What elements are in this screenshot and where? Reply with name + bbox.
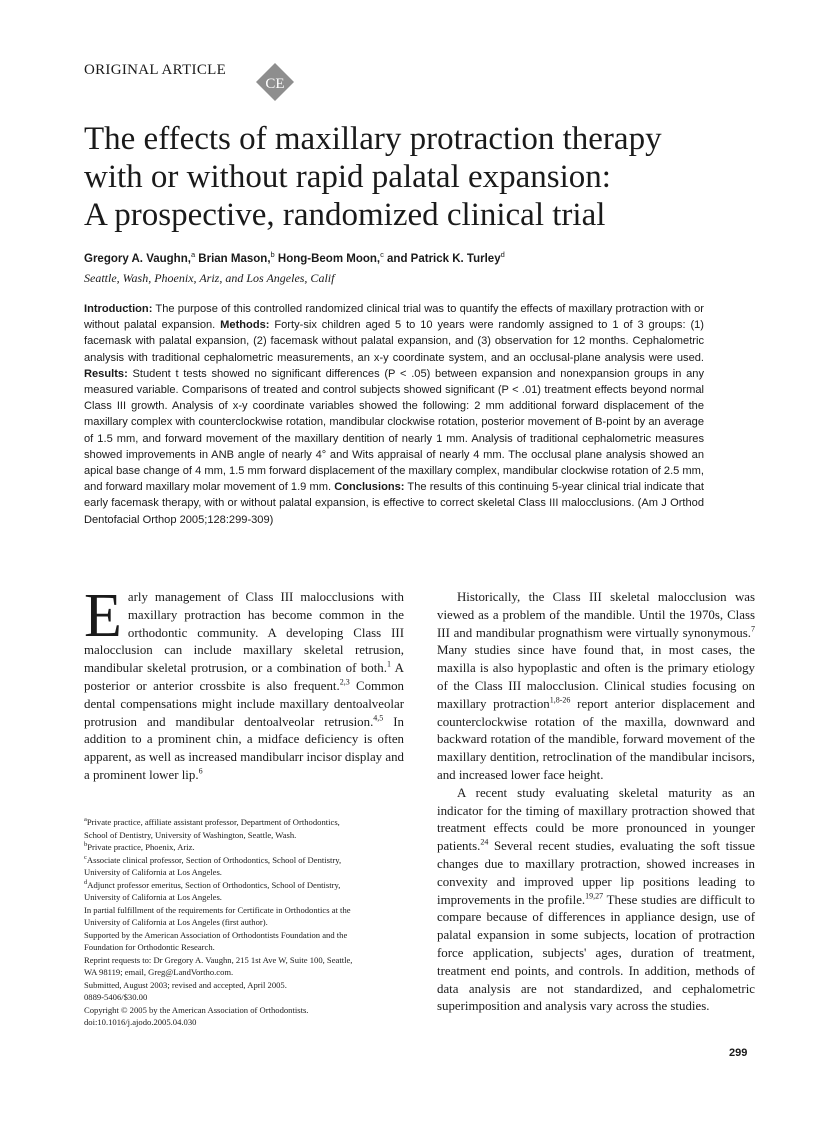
body-text: In addition to a prominent chin, a midface deficiency is often apparent, as well as increased mandibularr incisor display and a prominent lower lip. [84,714,404,782]
section-label: ORIGINAL ARTICLE [84,62,227,78]
abstract-conclusions-label: Conclusions: [334,481,405,494]
footnote-line [84,841,404,854]
footnote-mark: b [84,841,88,849]
abstract-results-text: Student t tests showed no significant differences (P < .05) between expansion and nonexpansion groups in any measured variable. Comparisons of treated and control subjects showed significant (P < .01) treatment effects beyond normal Class III growth. Analysis of x-y coordinate variables showed the following: 2 mm additional forward displacement of the maxillary complex with counterclockwise rotation, mandibular clockwise rotation, posterior movement of B-point by an average of 1.5 mm, and forward movement of the maxillary dentition of nearly 1 mm. Analysis of traditional cephalometric measures showed improvements in ANB angle of nearly 4° and Wits appraisal of nearly 4 mm. The occlusal plane analysis showed an apical base change of 4 mm, 1.5 mm forward displacement of the maxillary complex, mandibular clockwise rotation of 2.5 mm, and forward maxillary molar movement of 1.9 mm. [84,367,704,494]
svg-text:CE: CE [265,76,285,92]
citation-ref: 24 [480,837,489,847]
author-locations: Seattle, Wash, Phoenix, Ariz, and Los Angeles, Calif [84,271,335,285]
footnote-text: University of California at Los Angeles. [84,867,222,877]
citation-ref: 19,27 [585,891,604,901]
author-affiliation-mark: c [380,250,384,260]
citation-ref: 4,5 [373,713,384,723]
footnote-text: Adjunct professor emeritus, Section of Orthodontics, School of Dentistry, [87,879,341,890]
intro-paragraph [84,582,404,785]
body-text: A posterior or anterior crossbite is also frequent. [84,661,404,693]
author-affiliation-mark: d [500,250,505,260]
footnote-text: Reprint requests to: Dr Gregory A. Vaughn, 215 1st Ave W, Suite 100, Seattle, [84,954,353,965]
footnote-text: doi:10.1016/j.ajodo.2005.04.030 [84,1017,197,1027]
page-number: 299 [729,1047,748,1059]
abstract-intro-text: The purpose of this controlled randomized clinical trial was to quantify the effects of maxillary protraction with or without palatal expansion. [84,303,704,332]
article-title [84,120,764,234]
footnote-line [84,866,404,879]
footnote-mark: c [84,853,87,861]
footnote-text: University of California at Los Angeles. [84,892,222,902]
body-text: Historically, the Class III skeletal malocclusion was viewed as a problem of the mandible. Until the 1970s, Class III and mandibular prognathism were virtually synonymous. [437,590,755,640]
footnote-text: Submitted, August 2003; revised and accepted, April 2005. [84,979,287,990]
citation-ref: 6 [198,766,203,776]
body-text: Several recent studies, evaluating the soft tissue changes due to maxillary protraction, showed increases in convexity and improved upper lip positions leading to improvements in the profile. [437,839,755,907]
footnote-line [84,1004,404,1017]
footnote-text: WA 98119; email, Greg@LandVortho.com. [84,967,234,977]
abstract-intro-label: Introduction: [84,303,153,315]
body-text: arly management of Class III malocclusions with maxillary protraction has become common in the orthodontic community. A developing Class III malocclusion can include maxillary skeletal retrusion, mandibular skeletal protrusion, or a combination of both. [84,590,404,676]
author-affiliation-mark: a [190,250,196,260]
footnote-mark: a [84,816,87,824]
dropcap-letter: E [84,582,122,650]
abstract-methods-text: Forty-six children aged 5 to 10 years were randomly assigned to 1 of 3 groups: (1) facemask with palatal expansion, (2) facemask without palatal expansion, and (3) observation for 12 months. Cephalometric analysis with traditional cephalometric measurements, an x-y coordinate system, and an occlusal-plane analysis were used. [84,319,704,364]
body-column-right [437,589,755,1016]
footnote-line [84,879,404,892]
title-line: with or without rapid palatal expansion: [84,159,611,195]
citation-ref: 2,3 [339,677,350,687]
recent-study-paragraph [437,785,755,1016]
body-text: report anterior displacement and counterclockwise rotation of the maxilla, downward and backward rotation of the mandible, forward movement of the maxillary dentition, retroclination of the mandibular incisors, and increased lower face height. [437,696,755,782]
footnote-text: 0889-5406/$30.00 [84,992,148,1002]
abstract [84,301,704,528]
footnote-text: University of California at Los Angeles (first author). [84,917,268,927]
footnote-line [84,966,404,979]
footnote-text: Private practice, affiliate assistant professor, Department of Orthodontics, [86,817,340,827]
footnote-line [84,854,404,867]
footnote-text: School of Dentistry, University of Washington, Seattle, Wash. [84,829,297,840]
footnote-mark: d [84,878,88,886]
footnote-line [84,954,404,967]
footnote-text: In partial fulfillment of the requirements for Certificate in Orthodontics at the [84,904,351,915]
title-line: A prospective, randomized clinical trial [84,197,606,233]
author-name: and Patrick K. Turley [383,253,501,265]
body-text: Many studies since have found that, in most cases, the maxilla is also hypoplastic and often is the primary etiology of the Class III malocclusion. Clinical studies focusing on maxillary protraction [437,643,755,711]
citation-ref: 7 [751,624,755,634]
footnote-text: Associate clinical professor, Section of Orthodontics, School of Dentistry, [86,854,342,865]
body-column-left [84,582,404,785]
footnote-line [84,816,404,829]
footnote-line [84,1016,404,1029]
title-line: The effects of maxillary protraction therapy [84,121,662,157]
body-text: Common dental compensations might include maxillary dentoalveolar protrusion and mandibular dentoalveolar retrusion. [84,678,404,729]
footnotes [84,816,404,1029]
author-affiliation-mark: b [270,250,275,260]
citation-ref: 1 [386,659,391,669]
footnote-line [84,829,404,842]
footnote-text: Supported by the American Association of Orthodontists Foundation and the [84,929,348,940]
abstract-results-label: Results: [84,367,128,380]
citation-ref: 1,8-26 [549,695,571,705]
footnote-line [84,891,404,904]
abstract-conclusions-text: The results of this continuing 5-year clinical trial indicate that early facemask therapy, with or without palatal expansion, is effective to correct skeletal Class III malocclusions. (Am J Orthod Dentofacial Orthop 2005;128:299-309) [84,481,704,526]
author-name: Brian Mason, [195,253,271,265]
footnote-line [84,941,404,954]
footnote-text: Foundation for Orthodontic Research. [84,942,215,952]
author-name: Gregory A. Vaughn, [84,253,191,265]
footnote-line [84,916,404,929]
footnote-line [84,929,404,942]
history-paragraph [437,589,755,785]
ce-badge-icon [255,62,295,102]
author-name: Hong-Beom Moon, [274,253,381,265]
footnote-line [84,904,404,917]
body-text: A recent study evaluating skeletal maturity as an indicator for the timing of maxillary protraction showed that treatment effects could be more pronounced in younger patients. [437,785,755,854]
footnote-line [84,979,404,992]
footnote-line [84,991,404,1004]
abstract-methods-label: Methods: [220,319,270,332]
footnote-text: Private practice, Phoenix, Ariz. [87,842,195,852]
author-list [84,250,505,265]
body-text: These studies are difficult to compare because of differences in appliance design, use of palatal expansion in some subjects, location of protraction force application, subjects' ages, duration of treatment, treatment end points, and controls. In addition, methods of data analysis are not standardized, and cephalometric superimposition and analysis vary across the studies. [437,892,755,1014]
footnote-text: Copyright © 2005 by the American Association of Orthodontists. [84,1004,309,1015]
